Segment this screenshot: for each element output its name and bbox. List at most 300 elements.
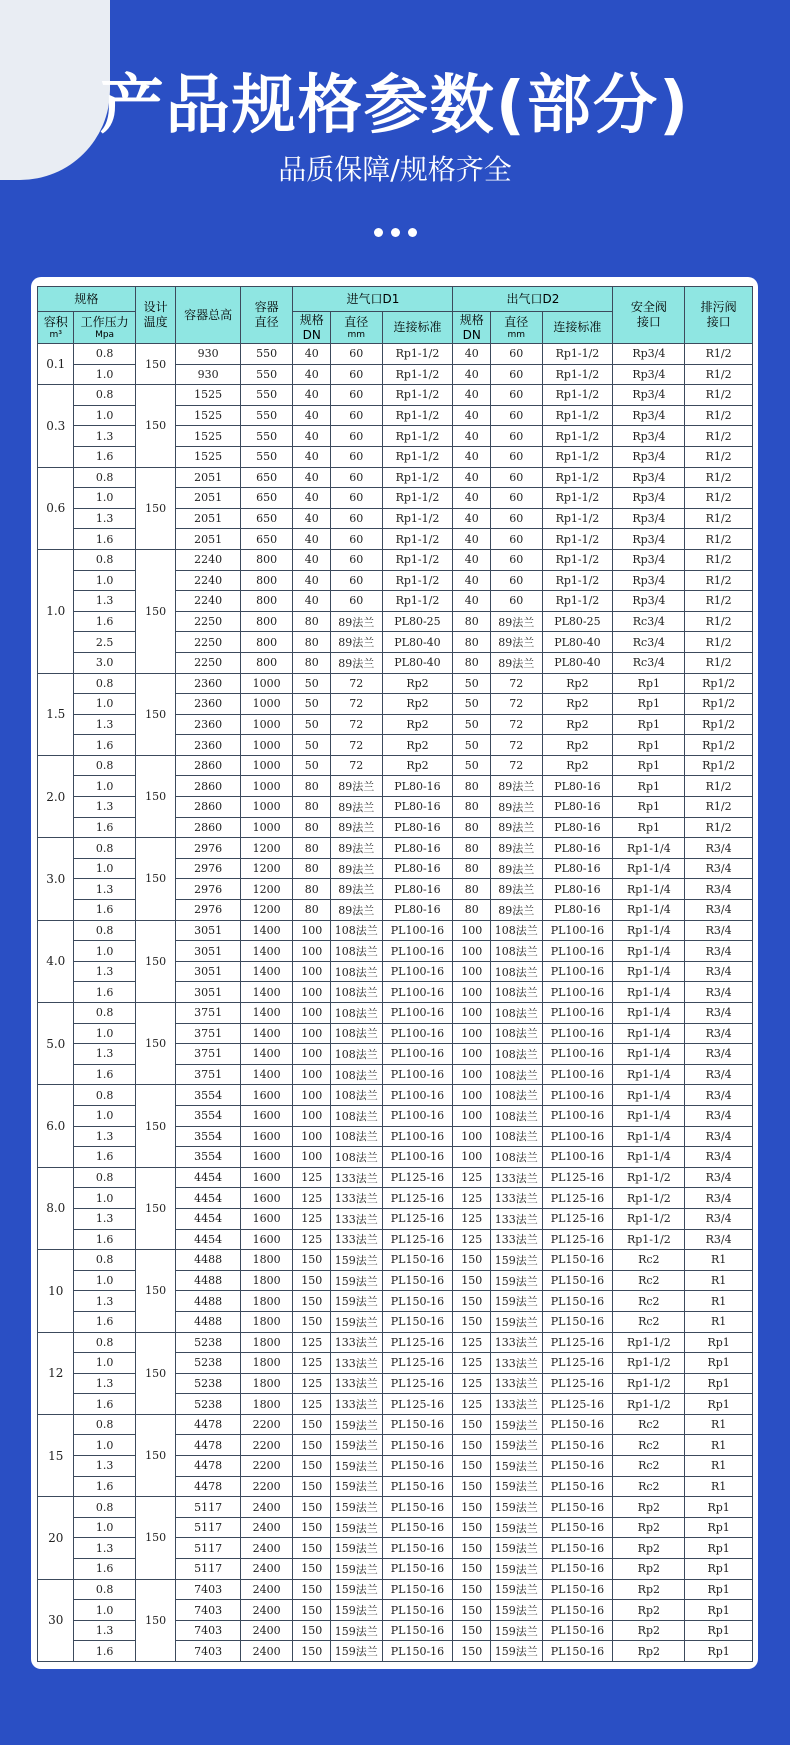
- safety-valve-cell: Rp2: [613, 1641, 685, 1662]
- diameter-cell: 1600: [240, 1105, 293, 1126]
- outlet-bore-cell: 89法兰: [490, 652, 542, 673]
- table-row: [38, 1250, 753, 1271]
- inlet-bore-cell: 159法兰: [331, 1641, 383, 1662]
- pressure-cell: 1.0: [74, 405, 135, 426]
- outlet-dn-cell: 80: [453, 611, 491, 632]
- inlet-dn-cell: 40: [293, 508, 331, 529]
- table-row: [38, 1085, 753, 1106]
- outlet-connection-cell: PL100-16: [542, 1126, 613, 1147]
- header-drain-valve: 排污阀接口: [685, 287, 753, 344]
- safety-valve-cell: Rc2: [613, 1291, 685, 1312]
- total-height-cell: 5117: [176, 1517, 240, 1538]
- outlet-dn-cell: 40: [453, 591, 491, 612]
- inlet-bore-cell: 108法兰: [331, 1085, 383, 1106]
- total-height-cell: 2860: [176, 755, 240, 776]
- outlet-dn-cell: 150: [453, 1497, 491, 1518]
- design-temp-cell: 150: [135, 920, 176, 1002]
- diameter-cell: 1000: [240, 714, 293, 735]
- outlet-bore-cell: 108法兰: [490, 1126, 542, 1147]
- inlet-bore-cell: 133法兰: [331, 1229, 383, 1250]
- inlet-bore-cell: 60: [331, 570, 383, 591]
- outlet-bore-cell: 108法兰: [490, 982, 542, 1003]
- pressure-cell: 1.0: [74, 1517, 135, 1538]
- outlet-dn-cell: 150: [453, 1250, 491, 1271]
- diameter-cell: 1000: [240, 817, 293, 838]
- outlet-bore-cell: 159法兰: [490, 1559, 542, 1580]
- outlet-connection-cell: PL150-16: [542, 1538, 613, 1559]
- pressure-cell: 1.0: [74, 488, 135, 509]
- outlet-dn-cell: 100: [453, 1126, 491, 1147]
- safety-valve-cell: Rp1-1/2: [613, 1167, 685, 1188]
- inlet-bore-cell: 159法兰: [331, 1250, 383, 1271]
- inlet-bore-cell: 89法兰: [331, 879, 383, 900]
- inlet-connection-cell: PL150-16: [382, 1538, 453, 1559]
- drain-valve-cell: R1: [685, 1270, 753, 1291]
- volume-cell: 8.0: [38, 1167, 74, 1249]
- total-height-cell: 4488: [176, 1311, 240, 1332]
- drain-valve-cell: R3/4: [685, 1085, 753, 1106]
- outlet-dn-cell: 80: [453, 632, 491, 653]
- inlet-bore-cell: 72: [331, 735, 383, 756]
- safety-valve-cell: Rp2: [613, 1620, 685, 1641]
- inlet-connection-cell: PL80-16: [382, 838, 453, 859]
- diameter-cell: 1800: [240, 1373, 293, 1394]
- pressure-cell: 3.0: [74, 652, 135, 673]
- table-row: [38, 467, 753, 488]
- total-height-cell: 2976: [176, 900, 240, 921]
- safety-valve-cell: Rc3/4: [613, 652, 685, 673]
- outlet-dn-cell: 40: [453, 426, 491, 447]
- inlet-bore-cell: 159法兰: [331, 1600, 383, 1621]
- outlet-dn-cell: 40: [453, 344, 491, 365]
- total-height-cell: 3751: [176, 1003, 240, 1024]
- inlet-connection-cell: PL150-16: [382, 1579, 453, 1600]
- outlet-bore-cell: 159法兰: [490, 1414, 542, 1435]
- diameter-cell: 1800: [240, 1270, 293, 1291]
- outlet-dn-cell: 150: [453, 1559, 491, 1580]
- total-height-cell: 2051: [176, 529, 240, 550]
- drain-valve-cell: Rp1: [685, 1394, 753, 1415]
- inlet-dn-cell: 100: [293, 1044, 331, 1065]
- inlet-bore-cell: 133法兰: [331, 1188, 383, 1209]
- outlet-connection-cell: PL100-16: [542, 961, 613, 982]
- safety-valve-cell: Rp3/4: [613, 467, 685, 488]
- pressure-cell: 0.8: [74, 673, 135, 694]
- safety-valve-cell: Rp1-1/4: [613, 1003, 685, 1024]
- pressure-cell: 1.3: [74, 1291, 135, 1312]
- outlet-dn-cell: 100: [453, 1044, 491, 1065]
- table-row: [38, 1167, 753, 1188]
- outlet-bore-cell: 108法兰: [490, 1044, 542, 1065]
- drain-valve-cell: R1: [685, 1250, 753, 1271]
- pressure-cell: 1.6: [74, 1559, 135, 1580]
- inlet-connection-cell: PL100-16: [382, 1023, 453, 1044]
- inlet-dn-cell: 150: [293, 1517, 331, 1538]
- inlet-dn-cell: 40: [293, 570, 331, 591]
- volume-cell: 3.0: [38, 838, 74, 920]
- outlet-dn-cell: 150: [453, 1517, 491, 1538]
- diameter-cell: 1600: [240, 1147, 293, 1168]
- outlet-bore-cell: 89法兰: [490, 632, 542, 653]
- outlet-connection-cell: Rp1-1/2: [542, 591, 613, 612]
- volume-cell: 1.5: [38, 673, 74, 755]
- safety-valve-cell: Rp1: [613, 776, 685, 797]
- dot-icon: [374, 228, 383, 237]
- inlet-bore-cell: 159法兰: [331, 1456, 383, 1477]
- drain-valve-cell: Rp1: [685, 1332, 753, 1353]
- drain-valve-cell: R1/2: [685, 488, 753, 509]
- outlet-dn-cell: 150: [453, 1641, 491, 1662]
- inlet-bore-cell: 133法兰: [331, 1332, 383, 1353]
- inlet-dn-cell: 40: [293, 385, 331, 406]
- drain-valve-cell: R3/4: [685, 1044, 753, 1065]
- pressure-cell: 1.0: [74, 941, 135, 962]
- inlet-dn-cell: 40: [293, 529, 331, 550]
- safety-valve-cell: Rc2: [613, 1270, 685, 1291]
- inlet-bore-cell: 133法兰: [331, 1208, 383, 1229]
- outlet-bore-cell: 60: [490, 570, 542, 591]
- outlet-bore-cell: 159法兰: [490, 1517, 542, 1538]
- page-title: 产品规格参数(部分): [99, 69, 691, 143]
- outlet-bore-cell: 89法兰: [490, 797, 542, 818]
- total-height-cell: 2250: [176, 611, 240, 632]
- pressure-cell: 1.0: [74, 858, 135, 879]
- diameter-cell: 650: [240, 508, 293, 529]
- inlet-bore-cell: 60: [331, 549, 383, 570]
- pressure-cell: 1.3: [74, 508, 135, 529]
- table-header: [38, 287, 753, 344]
- outlet-bore-cell: 60: [490, 385, 542, 406]
- total-height-cell: 3554: [176, 1147, 240, 1168]
- safety-valve-cell: Rp3/4: [613, 591, 685, 612]
- inlet-connection-cell: PL100-16: [382, 1003, 453, 1024]
- outlet-bore-cell: 72: [490, 735, 542, 756]
- total-height-cell: 4478: [176, 1435, 240, 1456]
- total-height-cell: 7403: [176, 1620, 240, 1641]
- inlet-bore-cell: 60: [331, 467, 383, 488]
- design-temp-cell: 150: [135, 385, 176, 467]
- inlet-bore-cell: 89法兰: [331, 611, 383, 632]
- drain-valve-cell: R3/4: [685, 838, 753, 859]
- volume-cell: 5.0: [38, 1003, 74, 1085]
- drain-valve-cell: R1: [685, 1476, 753, 1497]
- outlet-connection-cell: Rp2: [542, 755, 613, 776]
- diameter-cell: 650: [240, 529, 293, 550]
- outlet-connection-cell: PL125-16: [542, 1353, 613, 1374]
- volume-cell: 1.0: [38, 549, 74, 673]
- diameter-cell: 2400: [240, 1497, 293, 1518]
- inlet-dn-cell: 100: [293, 982, 331, 1003]
- outlet-dn-cell: 100: [453, 1023, 491, 1044]
- inlet-bore-cell: 60: [331, 344, 383, 365]
- inlet-connection-cell: PL80-40: [382, 652, 453, 673]
- outlet-bore-cell: 108法兰: [490, 961, 542, 982]
- inlet-connection-cell: PL150-16: [382, 1456, 453, 1477]
- diameter-cell: 1400: [240, 982, 293, 1003]
- pressure-cell: 1.6: [74, 1311, 135, 1332]
- outlet-connection-cell: PL150-16: [542, 1620, 613, 1641]
- inlet-connection-cell: PL125-16: [382, 1353, 453, 1374]
- drain-valve-cell: R1/2: [685, 776, 753, 797]
- diameter-cell: 1200: [240, 858, 293, 879]
- pressure-cell: 1.3: [74, 1126, 135, 1147]
- inlet-connection-cell: PL80-16: [382, 776, 453, 797]
- drain-valve-cell: R3/4: [685, 1147, 753, 1168]
- pressure-cell: 0.8: [74, 549, 135, 570]
- inlet-dn-cell: 150: [293, 1250, 331, 1271]
- inlet-connection-cell: Rp1-1/2: [382, 405, 453, 426]
- pressure-cell: 1.0: [74, 1105, 135, 1126]
- outlet-bore-cell: 60: [490, 426, 542, 447]
- outlet-dn-cell: 80: [453, 652, 491, 673]
- outlet-connection-cell: PL150-16: [542, 1414, 613, 1435]
- safety-valve-cell: Rp1-1/4: [613, 1023, 685, 1044]
- diameter-cell: 800: [240, 570, 293, 591]
- outlet-bore-cell: 60: [490, 591, 542, 612]
- inlet-connection-cell: PL100-16: [382, 982, 453, 1003]
- inlet-bore-cell: 72: [331, 673, 383, 694]
- total-height-cell: 1525: [176, 426, 240, 447]
- table-row: [38, 1414, 753, 1435]
- inlet-dn-cell: 150: [293, 1456, 331, 1477]
- inlet-connection-cell: Rp1-1/2: [382, 570, 453, 591]
- pressure-cell: 1.0: [74, 1353, 135, 1374]
- safety-valve-cell: Rp2: [613, 1497, 685, 1518]
- inlet-dn-cell: 100: [293, 941, 331, 962]
- total-height-cell: 1525: [176, 385, 240, 406]
- inlet-bore-cell: 89法兰: [331, 632, 383, 653]
- outlet-dn-cell: 100: [453, 941, 491, 962]
- total-height-cell: 3554: [176, 1105, 240, 1126]
- diameter-cell: 2200: [240, 1456, 293, 1477]
- diameter-cell: 800: [240, 549, 293, 570]
- outlet-dn-cell: 40: [453, 570, 491, 591]
- inlet-connection-cell: Rp1-1/2: [382, 508, 453, 529]
- outlet-bore-cell: 89法兰: [490, 817, 542, 838]
- total-height-cell: 5117: [176, 1559, 240, 1580]
- outlet-bore-cell: 133法兰: [490, 1229, 542, 1250]
- outlet-bore-cell: 72: [490, 755, 542, 776]
- inlet-bore-cell: 89法兰: [331, 797, 383, 818]
- spec-table: [37, 286, 753, 1662]
- diameter-cell: 650: [240, 488, 293, 509]
- inlet-connection-cell: PL125-16: [382, 1188, 453, 1209]
- drain-valve-cell: Rp1/2: [685, 735, 753, 756]
- total-height-cell: 4454: [176, 1208, 240, 1229]
- drain-valve-cell: R1/2: [685, 570, 753, 591]
- pressure-cell: 1.3: [74, 961, 135, 982]
- diameter-cell: 1800: [240, 1311, 293, 1332]
- inlet-connection-cell: Rp1-1/2: [382, 488, 453, 509]
- total-height-cell: 5238: [176, 1332, 240, 1353]
- inlet-connection-cell: PL100-16: [382, 1126, 453, 1147]
- outlet-bore-cell: 159法兰: [490, 1538, 542, 1559]
- inlet-dn-cell: 150: [293, 1270, 331, 1291]
- outlet-bore-cell: 108法兰: [490, 1023, 542, 1044]
- diameter-cell: 1000: [240, 673, 293, 694]
- outlet-connection-cell: PL125-16: [542, 1208, 613, 1229]
- inlet-dn-cell: 150: [293, 1311, 331, 1332]
- pressure-cell: 1.3: [74, 1456, 135, 1477]
- safety-valve-cell: Rp3/4: [613, 426, 685, 447]
- diameter-cell: 2400: [240, 1641, 293, 1662]
- total-height-cell: 2250: [176, 652, 240, 673]
- inlet-dn-cell: 125: [293, 1394, 331, 1415]
- inlet-bore-cell: 159法兰: [331, 1435, 383, 1456]
- inlet-dn-cell: 40: [293, 344, 331, 365]
- pressure-cell: 1.6: [74, 1641, 135, 1662]
- outlet-connection-cell: PL80-16: [542, 858, 613, 879]
- pressure-cell: 0.8: [74, 467, 135, 488]
- outlet-connection-cell: PL150-16: [542, 1497, 613, 1518]
- design-temp-cell: 150: [135, 344, 176, 385]
- diameter-cell: 1800: [240, 1394, 293, 1415]
- inlet-bore-cell: 133法兰: [331, 1167, 383, 1188]
- outlet-dn-cell: 150: [453, 1600, 491, 1621]
- safety-valve-cell: Rp1: [613, 755, 685, 776]
- outlet-dn-cell: 40: [453, 467, 491, 488]
- outlet-connection-cell: PL150-16: [542, 1641, 613, 1662]
- safety-valve-cell: Rp3/4: [613, 488, 685, 509]
- outlet-bore-cell: 60: [490, 344, 542, 365]
- inlet-dn-cell: 125: [293, 1167, 331, 1188]
- inlet-bore-cell: 108法兰: [331, 1044, 383, 1065]
- pressure-cell: 0.8: [74, 755, 135, 776]
- pressure-cell: 1.6: [74, 1064, 135, 1085]
- outlet-bore-cell: 108法兰: [490, 920, 542, 941]
- pressure-cell: 0.8: [74, 838, 135, 859]
- inlet-dn-cell: 40: [293, 591, 331, 612]
- inlet-dn-cell: 125: [293, 1188, 331, 1209]
- header-outlet-dn: 规格DN: [453, 312, 491, 344]
- inlet-connection-cell: PL100-16: [382, 1044, 453, 1065]
- inlet-bore-cell: 133法兰: [331, 1394, 383, 1415]
- outlet-connection-cell: PL80-40: [542, 652, 613, 673]
- outlet-dn-cell: 80: [453, 900, 491, 921]
- safety-valve-cell: Rp1: [613, 735, 685, 756]
- header-diameter: 容器直径: [240, 287, 293, 344]
- design-temp-cell: 150: [135, 838, 176, 920]
- outlet-dn-cell: 40: [453, 488, 491, 509]
- inlet-dn-cell: 150: [293, 1579, 331, 1600]
- diameter-cell: 2200: [240, 1435, 293, 1456]
- outlet-dn-cell: 150: [453, 1291, 491, 1312]
- pressure-cell: 1.0: [74, 570, 135, 591]
- total-height-cell: 2360: [176, 714, 240, 735]
- outlet-connection-cell: PL150-16: [542, 1250, 613, 1271]
- inlet-bore-cell: 60: [331, 488, 383, 509]
- outlet-bore-cell: 159法兰: [490, 1311, 542, 1332]
- total-height-cell: 2051: [176, 467, 240, 488]
- inlet-connection-cell: PL150-16: [382, 1641, 453, 1662]
- diameter-cell: 1800: [240, 1291, 293, 1312]
- inlet-connection-cell: PL150-16: [382, 1270, 453, 1291]
- volume-cell: 30: [38, 1579, 74, 1661]
- inlet-dn-cell: 80: [293, 879, 331, 900]
- inlet-dn-cell: 40: [293, 467, 331, 488]
- inlet-connection-cell: Rp1-1/2: [382, 364, 453, 385]
- inlet-connection-cell: PL100-16: [382, 1085, 453, 1106]
- volume-cell: 15: [38, 1414, 74, 1496]
- inlet-bore-cell: 89法兰: [331, 817, 383, 838]
- outlet-bore-cell: 72: [490, 673, 542, 694]
- outlet-connection-cell: PL150-16: [542, 1270, 613, 1291]
- inlet-connection-cell: Rp1-1/2: [382, 385, 453, 406]
- header-volume: 容积 m³: [38, 312, 74, 344]
- inlet-connection-cell: PL150-16: [382, 1600, 453, 1621]
- safety-valve-cell: Rp3/4: [613, 364, 685, 385]
- inlet-connection-cell: PL150-16: [382, 1517, 453, 1538]
- diameter-cell: 2200: [240, 1414, 293, 1435]
- drain-valve-cell: R3/4: [685, 1229, 753, 1250]
- drain-valve-cell: R3/4: [685, 920, 753, 941]
- drain-valve-cell: R1/2: [685, 549, 753, 570]
- outlet-dn-cell: 50: [453, 673, 491, 694]
- pressure-cell: 0.8: [74, 1003, 135, 1024]
- outlet-dn-cell: 40: [453, 405, 491, 426]
- inlet-bore-cell: 89法兰: [331, 652, 383, 673]
- pressure-cell: 0.8: [74, 1497, 135, 1518]
- outlet-connection-cell: PL100-16: [542, 1003, 613, 1024]
- outlet-connection-cell: Rp1-1/2: [542, 467, 613, 488]
- pressure-cell: 1.0: [74, 1188, 135, 1209]
- safety-valve-cell: Rp2: [613, 1559, 685, 1580]
- inlet-dn-cell: 50: [293, 714, 331, 735]
- outlet-bore-cell: 89法兰: [490, 611, 542, 632]
- inlet-bore-cell: 159法兰: [331, 1311, 383, 1332]
- inlet-connection-cell: PL150-16: [382, 1497, 453, 1518]
- drain-valve-cell: Rp1/2: [685, 673, 753, 694]
- inlet-bore-cell: 60: [331, 529, 383, 550]
- table-row: [38, 1332, 753, 1353]
- inlet-connection-cell: Rp2: [382, 714, 453, 735]
- diameter-cell: 1000: [240, 797, 293, 818]
- diameter-cell: 2200: [240, 1476, 293, 1497]
- diameter-cell: 1200: [240, 838, 293, 859]
- outlet-dn-cell: 50: [453, 735, 491, 756]
- inlet-connection-cell: PL80-16: [382, 879, 453, 900]
- pressure-cell: 1.6: [74, 735, 135, 756]
- table-row: [38, 1579, 753, 1600]
- table-row: [38, 1003, 753, 1024]
- inlet-bore-cell: 60: [331, 591, 383, 612]
- diameter-cell: 1400: [240, 1064, 293, 1085]
- drain-valve-cell: R1/2: [685, 652, 753, 673]
- inlet-connection-cell: Rp1-1/2: [382, 467, 453, 488]
- inlet-dn-cell: 100: [293, 1023, 331, 1044]
- outlet-dn-cell: 80: [453, 838, 491, 859]
- outlet-dn-cell: 150: [453, 1620, 491, 1641]
- header-design-temp: 设计温度: [135, 287, 176, 344]
- inlet-dn-cell: 40: [293, 364, 331, 385]
- inlet-dn-cell: 100: [293, 920, 331, 941]
- pressure-cell: 1.0: [74, 694, 135, 715]
- pressure-cell: 0.8: [74, 1414, 135, 1435]
- outlet-connection-cell: PL125-16: [542, 1188, 613, 1209]
- outlet-dn-cell: 125: [453, 1353, 491, 1374]
- inlet-connection-cell: Rp2: [382, 673, 453, 694]
- inlet-connection-cell: PL150-16: [382, 1250, 453, 1271]
- drain-valve-cell: R1/2: [685, 817, 753, 838]
- outlet-connection-cell: Rp1-1/2: [542, 488, 613, 509]
- drain-valve-cell: R3/4: [685, 858, 753, 879]
- inlet-bore-cell: 108法兰: [331, 920, 383, 941]
- total-height-cell: 3751: [176, 1044, 240, 1065]
- inlet-bore-cell: 159法兰: [331, 1579, 383, 1600]
- drain-valve-cell: R1: [685, 1456, 753, 1477]
- safety-valve-cell: Rp3/4: [613, 344, 685, 365]
- total-height-cell: 2250: [176, 632, 240, 653]
